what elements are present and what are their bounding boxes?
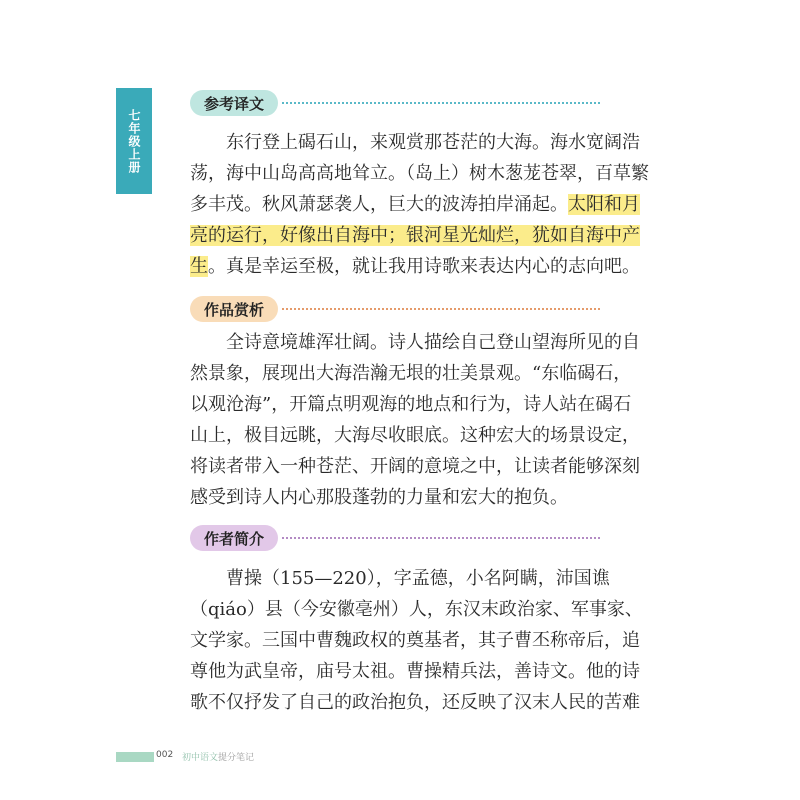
author-title: 作者简介 [190,525,278,551]
book-title-main: 初中语文 [182,753,219,763]
translation-text: 多丰茂。秋风萧瑟袭人，巨大的波涛拍岸涌起。 [190,194,568,215]
translation-divider [282,102,600,104]
author-line-3: 文学家。三国中曹魏政权的奠基者，其子曹丕称帝后，追 [190,630,640,651]
appreciation-line-5: 将读者带入一种苍茫、开阔的意境之中，让读者能够深刻 [190,456,640,477]
grade-tab: 七年级上册 [116,88,152,194]
footer-bar [116,752,154,762]
page-number: 002 [156,750,174,760]
translation-line-3 [190,189,640,220]
highlighted-text: 生 [190,256,208,277]
appreciation-line-4: 山上，极目远眺，大海尽收眼底。这种宏大的场景设定， [190,425,640,446]
translation-text: 。真是幸运至极，就让我用诗歌来表达内心的志向吧。 [208,256,640,277]
highlighted-text: 亮的运行，好像出自海中；银河星光灿烂，犹如自海中产 [190,225,640,246]
appreciation-line-6: 感受到诗人内心那股蓬勃的力量和宏大的抱负。 [190,487,568,508]
translation-paragraph [190,127,649,282]
appreciation-title: 作品赏析 [190,296,278,322]
appreciation-header [190,296,278,322]
translation-title: 参考译文 [190,90,278,116]
author-header [190,525,278,551]
author-line-2: （qiáo）县（今安徽亳州）人，东汉末政治家、军事家、 [190,599,643,620]
author-paragraph [190,563,643,718]
translation-line-1: 东行登上碣石山，来观赏那苍茫的大海。海水宽阔浩 [226,132,640,153]
book-title [182,750,254,763]
appreciation-divider [282,308,600,310]
book-subtitle: 提分笔记 [218,753,255,763]
appreciation-line-1: 全诗意境雄浑壮阔。诗人描绘自己登山望海所见的自 [226,332,640,353]
translation-line-4 [190,220,640,251]
translation-header [190,90,278,116]
translation-line-5 [190,251,640,282]
author-line-1: 曹操（155—220），字孟德，小名阿瞒，沛国谯 [226,568,610,589]
appreciation-line-2: 然景象，展现出大海浩瀚无垠的壮美景观。“东临碣石， [190,363,632,384]
author-line-4: 尊他为武皇帝，庙号太祖。曹操精兵法，善诗文。他的诗 [190,661,640,682]
translation-line-2: 荡，海中山岛高高地耸立。（岛上）树木葱茏苍翠，百草繁 [190,163,649,184]
highlighted-text: 太阳和月 [568,194,640,215]
author-line-5: 歌不仅抒发了自己的政治抱负，还反映了汉末人民的苦难 [190,692,640,713]
appreciation-paragraph [190,327,640,513]
author-divider [282,537,600,539]
appreciation-line-3: 以观沧海”，开篇点明观海的地点和行为，诗人站在碣石 [190,394,632,415]
